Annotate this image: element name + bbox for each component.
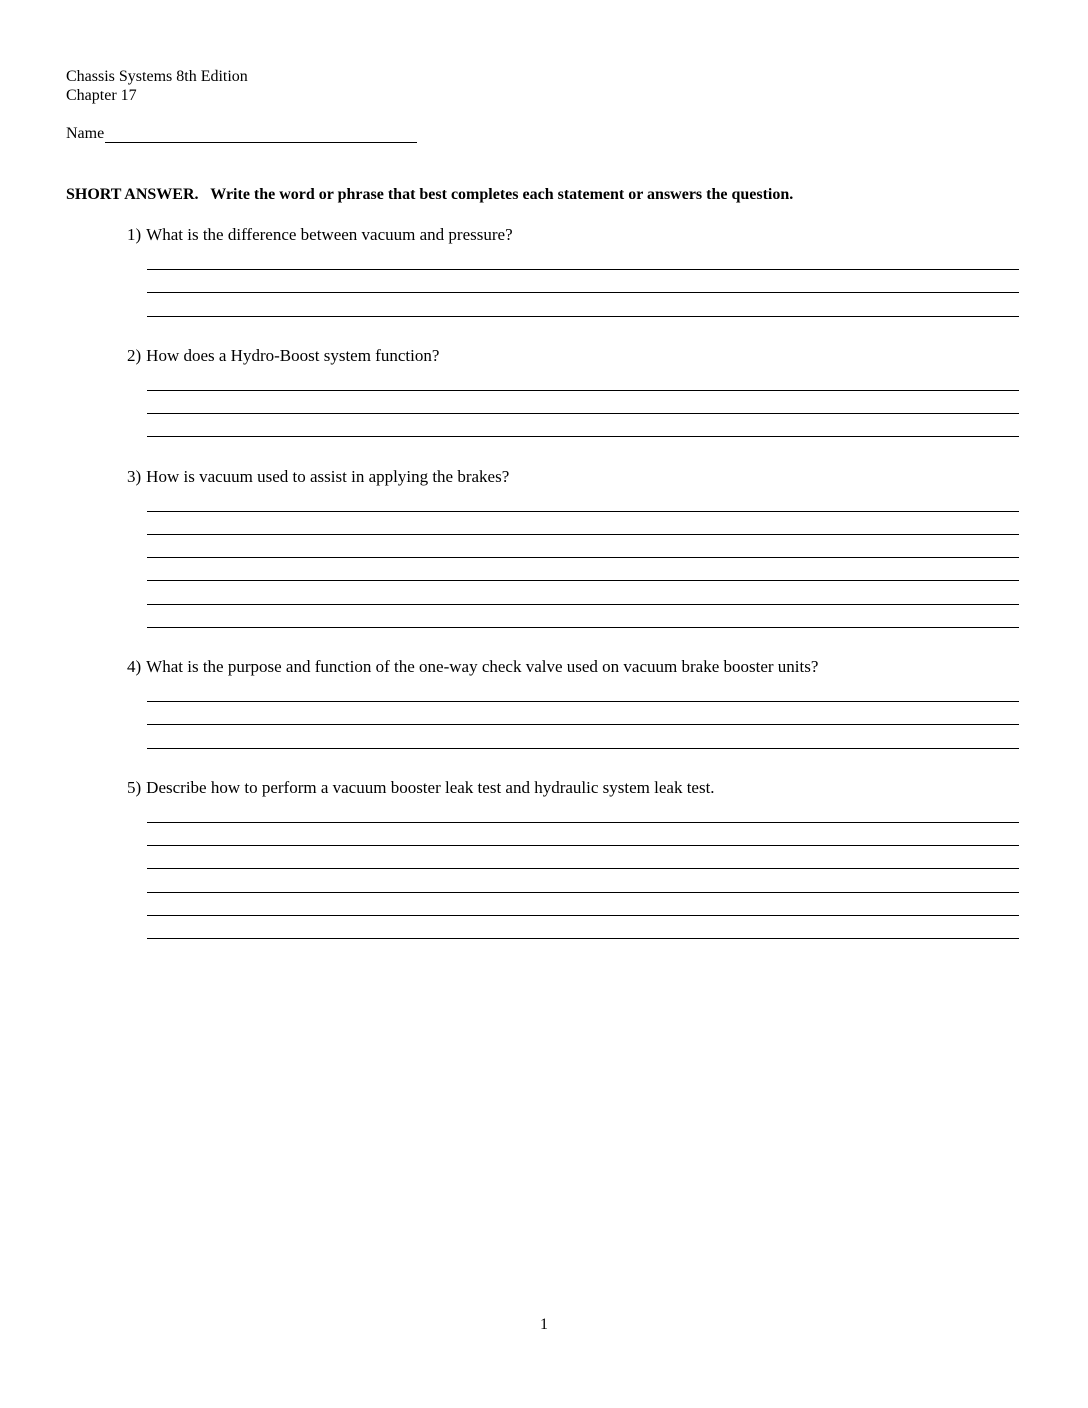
answer-line[interactable] (147, 511, 1019, 512)
answer-line[interactable] (147, 701, 1019, 702)
answer-line[interactable] (147, 316, 1019, 317)
answer-line[interactable] (147, 892, 1019, 893)
question-number: 5) (127, 778, 142, 797)
question-number: 1) (127, 225, 142, 244)
question-text: How does a Hydro-Boost system function? (146, 346, 440, 365)
answer-line[interactable] (147, 845, 1019, 846)
answer-line[interactable] (147, 413, 1019, 414)
answer-line[interactable] (147, 292, 1019, 293)
question-3 (127, 468, 509, 486)
question-2 (127, 347, 439, 365)
answer-line[interactable] (147, 534, 1019, 535)
question-text: What is the purpose and function of the one-way check valve used on vacuum brake booster units? (146, 657, 819, 676)
book-title: Chassis Systems 8th Edition (66, 68, 248, 85)
page-number: 1 (540, 1316, 548, 1333)
name-row (66, 125, 417, 143)
name-field-line[interactable] (105, 126, 417, 143)
answer-line[interactable] (147, 604, 1019, 605)
question-4 (127, 658, 818, 676)
instructions-text: Write the word or phrase that best completes each statement or answers the question. (210, 186, 794, 203)
answer-line[interactable] (147, 580, 1019, 581)
chapter-label: Chapter 17 (66, 87, 137, 104)
answer-line[interactable] (147, 269, 1019, 270)
question-text: Describe how to perform a vacuum booster leak test and hydraulic system leak test. (146, 778, 715, 797)
question-text: What is the difference between vacuum and pressure? (146, 225, 513, 244)
answer-line[interactable] (147, 748, 1019, 749)
answer-line[interactable] (147, 436, 1019, 437)
question-number: 4) (127, 657, 142, 676)
answer-line[interactable] (147, 822, 1019, 823)
question-number: 2) (127, 346, 142, 365)
question-1 (127, 226, 513, 244)
question-number: 3) (127, 467, 142, 486)
answer-line[interactable] (147, 915, 1019, 916)
name-label: Name (66, 125, 105, 142)
answer-line[interactable] (147, 938, 1019, 939)
answer-line[interactable] (147, 557, 1019, 558)
answer-line[interactable] (147, 627, 1019, 628)
answer-line[interactable] (147, 390, 1019, 391)
instructions (66, 186, 793, 204)
answer-line[interactable] (147, 724, 1019, 725)
question-5 (127, 779, 715, 797)
answer-line[interactable] (147, 868, 1019, 869)
question-text: How is vacuum used to assist in applying the brakes? (146, 467, 510, 486)
instructions-lead: SHORT ANSWER. (66, 186, 199, 203)
